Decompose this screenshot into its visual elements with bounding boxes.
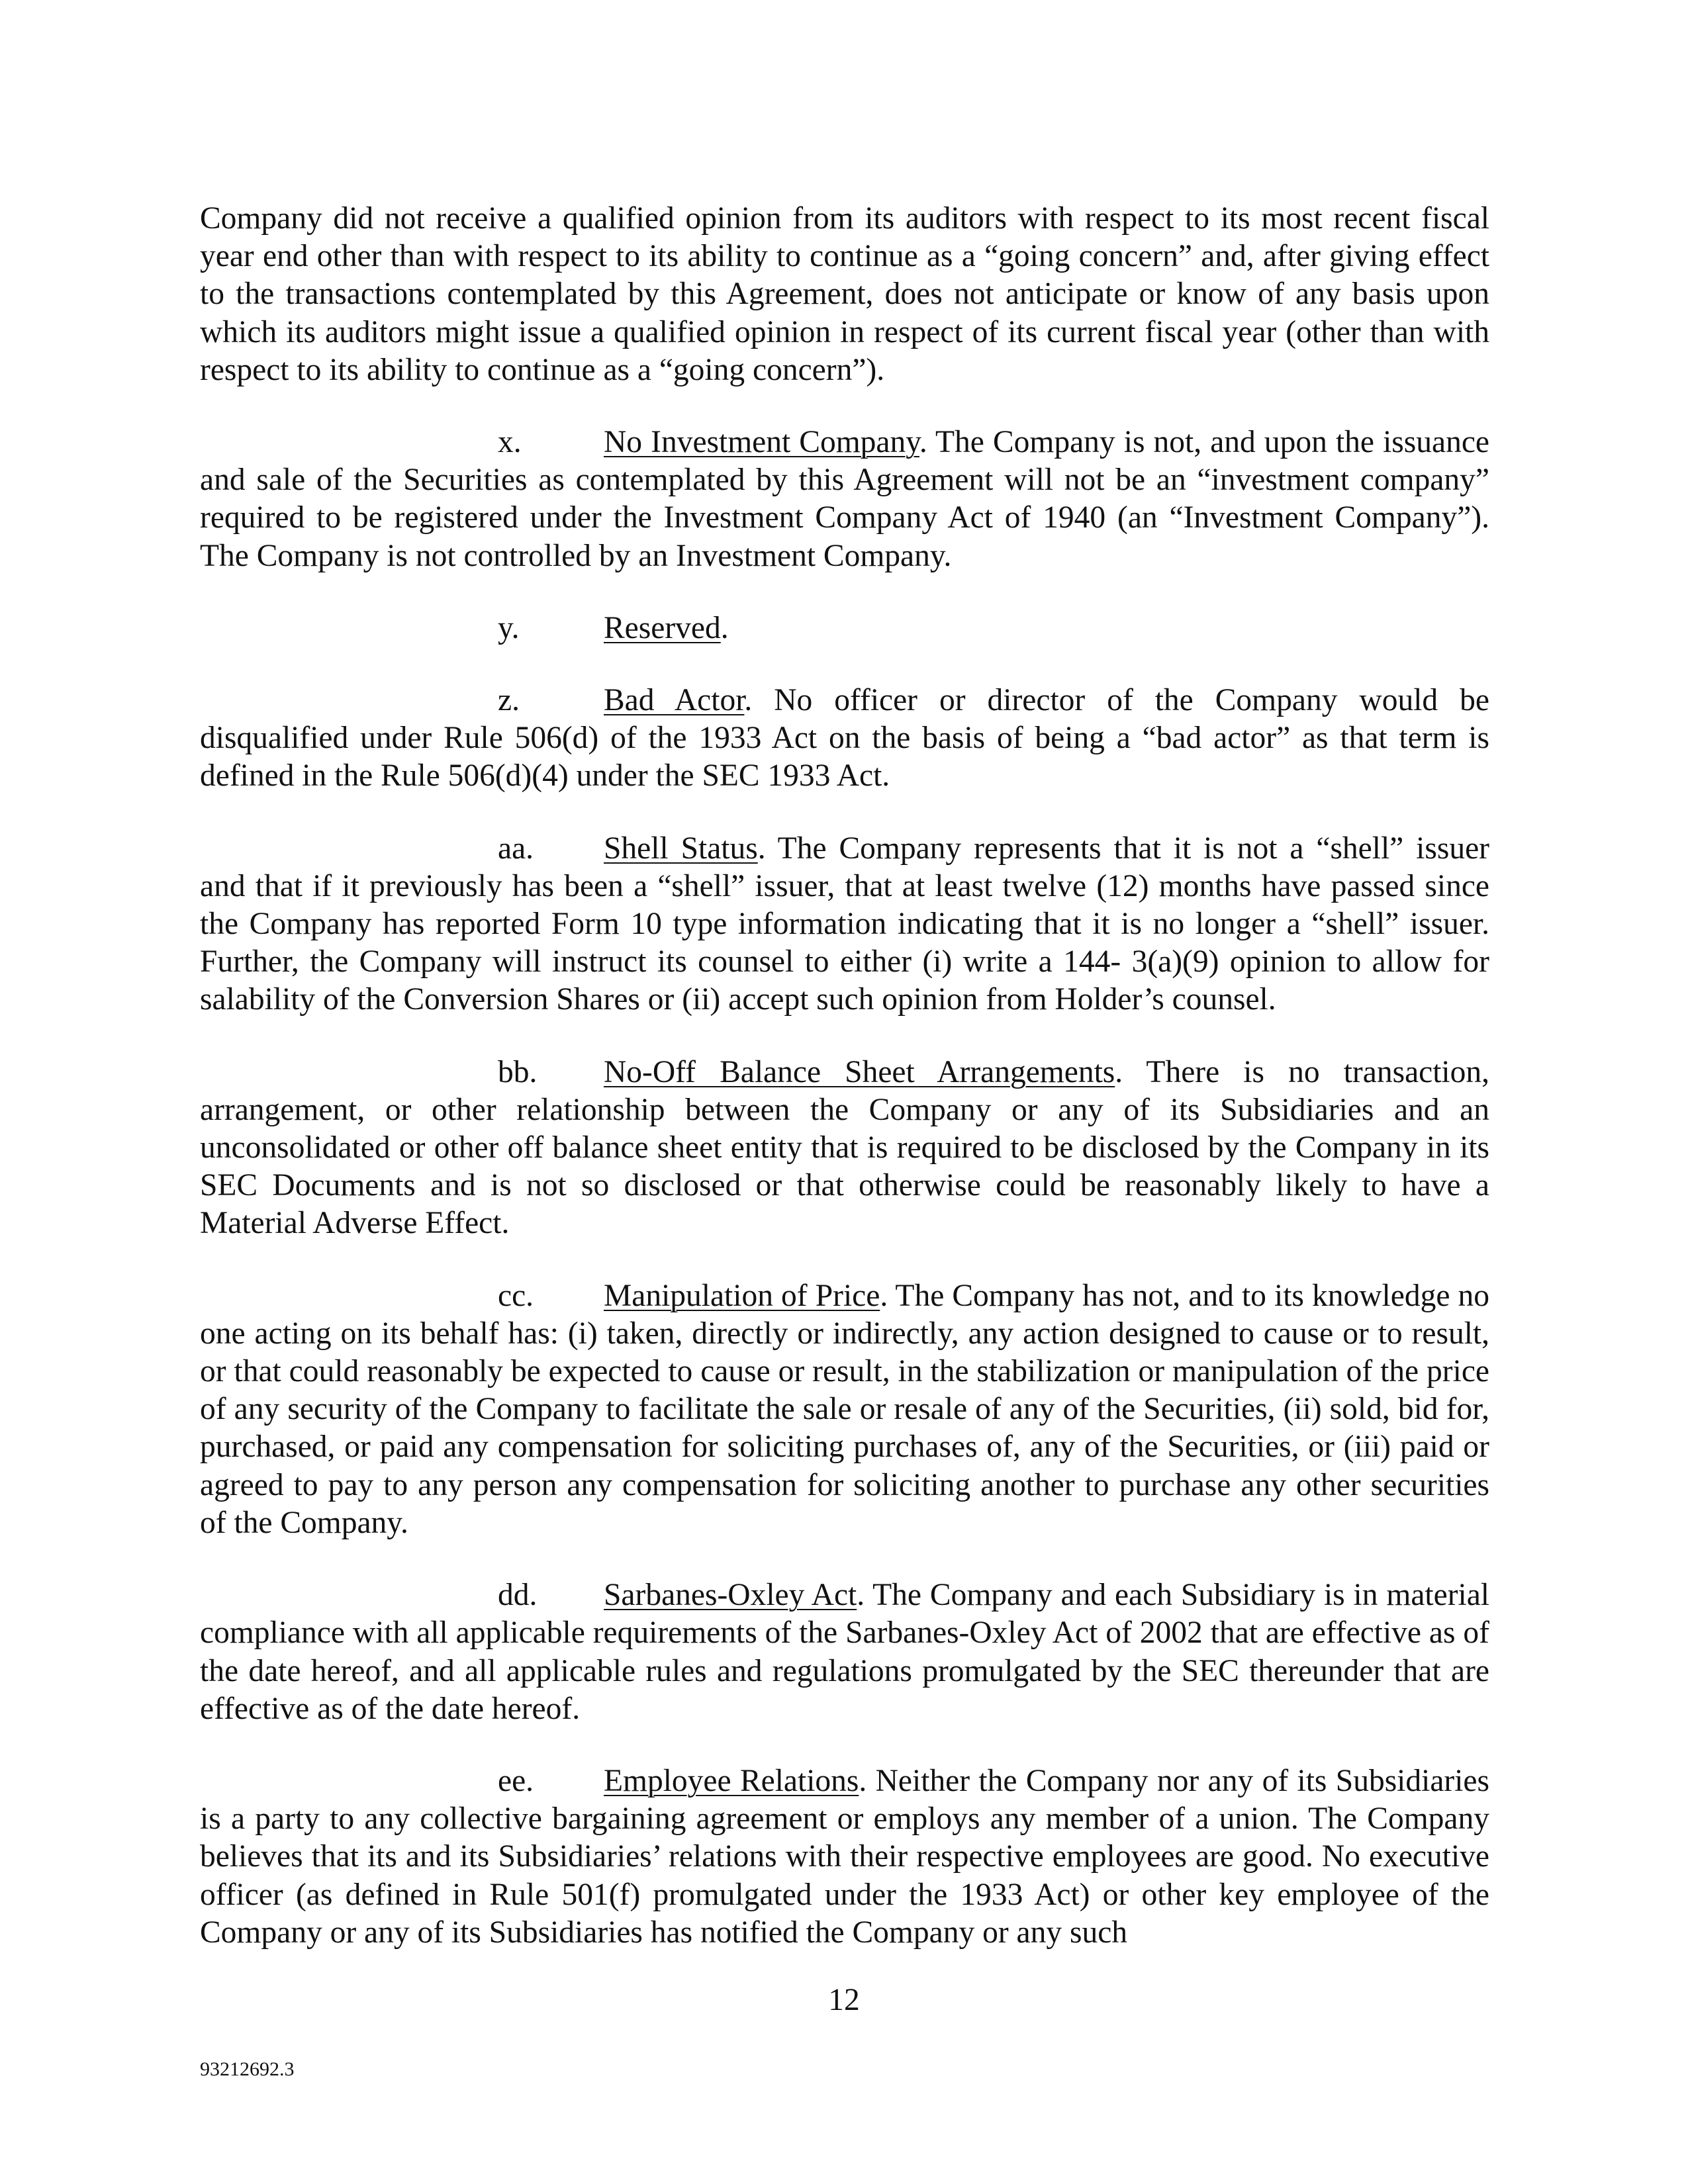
- section-heading: Sarbanes-Oxley Act: [604, 1578, 857, 1613]
- section-z: [200, 682, 1489, 796]
- section-letter: cc.: [498, 1278, 534, 1313]
- section-text: . No officer or director of the Company would be disqualified under Rule 506(d) of the 1933 Act on the basis of being a “bad actor” as that term is defined in the Rule 506(d)(4) under the SEC 1933 Act.: [200, 683, 1489, 794]
- section-bb: [200, 1054, 1489, 1243]
- section-letter: z.: [498, 683, 520, 718]
- section-letter: dd.: [498, 1578, 538, 1613]
- section-text: . The Company represents that it is not a “shell” issuer and that if it previously has been a “shell” issuer, that at least twelve (12) months have passed since the Company has reported Form 10 type information indicating that it is no longer a “shell” issuer. Further, the Company will instruct its counsel to either (i) write a 144- 3(a)(9) opinion to allow for salability of the Conversion Shares or (ii) accept such opinion from Holder’s counsel.: [200, 831, 1489, 1017]
- section-text: . Neither the Company nor any of its Subsidiaries is a party to any collective bargaining agreement or employs any member of a union. The Company believes that its and its Subsidiaries’ relations with their respective employees are good. No executive officer (as defined in Rule 501(f) promulgated under the 1933 Act) or other key employee of the Company or any of its Subsidiaries has notified the Company or any such: [200, 1763, 1489, 1950]
- section-text: . The Company has not, and to its knowledge no one acting on its behalf has: (i) taken, directly or indirectly, any action designed to cause or to result, or that could reasonably be expected to cause or result, in the stabilization or manipulation of the price of any security of the Company to facilitate the sale or resale of any of the Securities, (ii) sold, bid for, purchased, or paid any compensation for soliciting purchases of, any of the Securities, or (iii) paid or agreed to pay to any person any compensation for soliciting another to purchase any other securities of the Company.: [200, 1278, 1489, 1540]
- section-letter: y.: [498, 610, 520, 645]
- section-heading: No Investment Company: [604, 425, 919, 460]
- intro-paragraph: Company did not receive a qualified opinion from its auditors with respect to its most recent fiscal year end other than with respect to its ability to continue as a “going concern” and, after giving effect to the transactions contemplated by this Agreement, does not anticipate or know of any basis upon which its auditors might issue a qualified opinion in respect of its current fiscal year (other than with respect to its ability to continue as a “going concern”).: [200, 201, 1489, 387]
- section-heading: Reserved: [604, 610, 721, 645]
- section-ee: [200, 1762, 1489, 1952]
- section-text: .: [720, 610, 729, 645]
- section-x: [200, 424, 1489, 575]
- section-letter: x.: [498, 425, 522, 460]
- section-heading: Employee Relations: [604, 1763, 859, 1798]
- section-dd: [200, 1576, 1489, 1728]
- page-number: 12: [828, 1983, 860, 2017]
- section-heading: Manipulation of Price: [604, 1278, 880, 1313]
- section-text: . There is no transaction, arrangement, or other relationship between the Company or any of its Subsidiaries and an unconsolidated or other off balance sheet entity that is required to be disclosed by the Company in its SEC Documents and is not so disclosed or that otherwise could be reasonably likely to have a Material Adverse Effect.: [200, 1054, 1490, 1241]
- section-text: . The Company and each Subsidiary is in material compliance with all applicable requirements of the Sarbanes-Oxley Act of 2002 that are effective as of the date hereof, and all applicable rules and regulations promulgated by the SEC thereunder that are effective as of the date hereof.: [200, 1578, 1489, 1726]
- section-heading: No-Off Balance Sheet Arrangements: [604, 1054, 1115, 1089]
- section-text: . The Company is not, and upon the issuance and sale of the Securities as contemplated by this Agreement will not be an “investment company” required to be registered under the Investment Company Act of 1940 (an “Investment Company”). The Company is not controlled by an Investment Company.: [200, 425, 1489, 573]
- section-letter: aa.: [498, 831, 534, 866]
- section-aa: [200, 830, 1489, 1019]
- section-heading: Shell Status: [604, 831, 758, 866]
- section-cc: [200, 1277, 1489, 1542]
- section-letter: ee.: [498, 1763, 534, 1798]
- document-id: 93212692.3: [200, 2058, 295, 2080]
- section-heading: Bad Actor: [604, 683, 745, 718]
- section-y: [200, 610, 1489, 647]
- section-letter: bb.: [498, 1054, 538, 1089]
- document-body: [200, 200, 1489, 1986]
